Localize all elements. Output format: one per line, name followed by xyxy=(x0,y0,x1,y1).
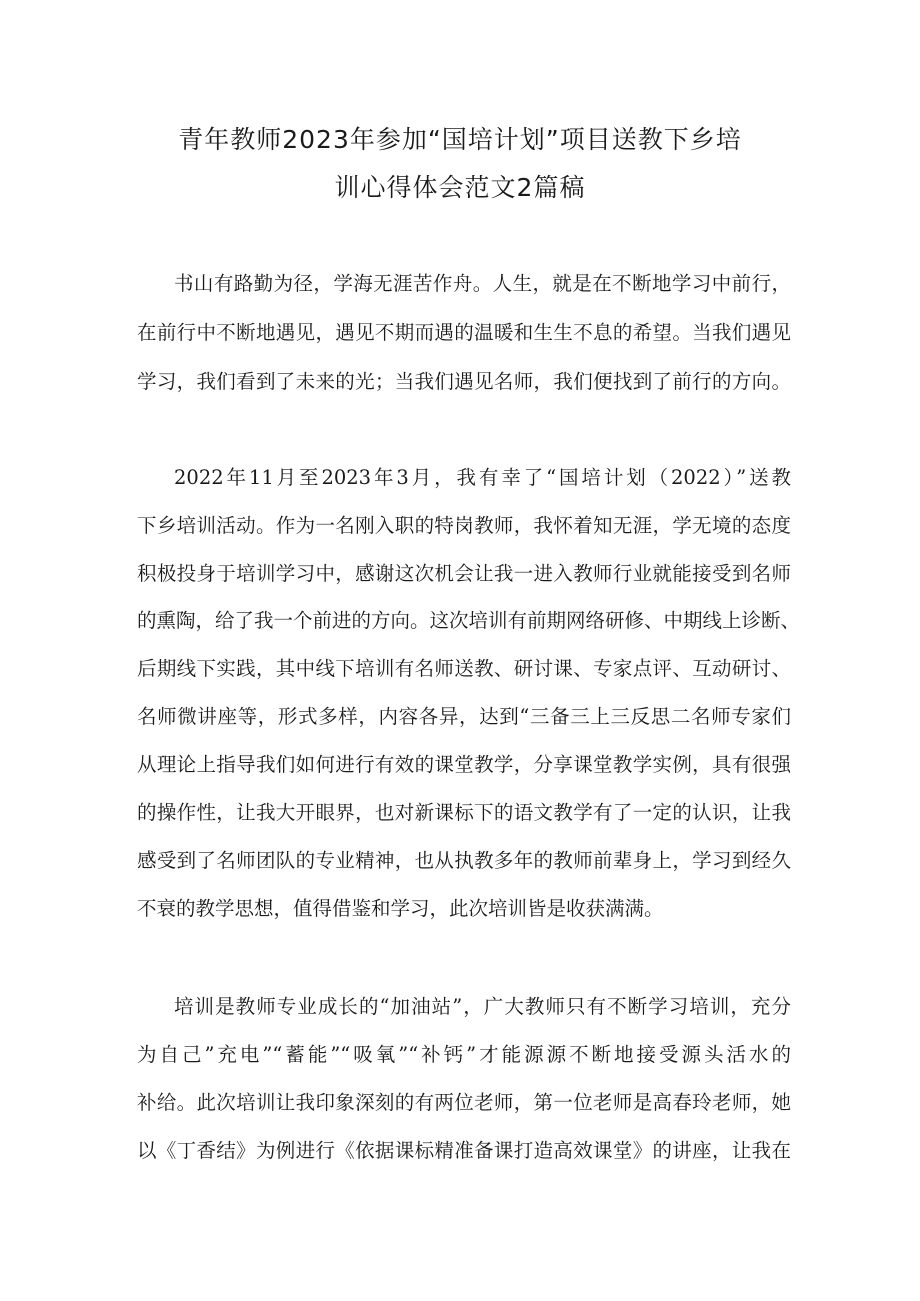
paragraph-3-line-4: 以《丁香结》为例进行《依据课标精准备课打造高效课堂》的讲座，让我在 xyxy=(137,1139,791,1162)
paragraph-2-line-9: 感受到了名师团队的专业精神，也从执教多年的教师前辈身上，学习到经久 xyxy=(137,849,791,872)
paragraph-2-line-2: 下乡培训活动。作为一名刚入职的特岗教师，我怀着知无涯，学无境的态度 xyxy=(137,514,791,537)
paragraph-2-line-4: 的熏陶，给了我一个前进的方向。这次培训有前期网络研修、中期线上诊断、 xyxy=(137,609,801,632)
paragraph-1-line-2: 在前行中不断地遇见，遇见不期而遇的温暖和生生不息的希望。当我们遇见 xyxy=(137,321,791,344)
paragraph-2-line-8: 的操作性，让我大开眼界，也对新课标下的语文教学有了一定的认识，让我 xyxy=(137,801,791,824)
paragraph-3-line-2: 为自己”充电”“蓄能”“吸氧”“补钙”才能源源不断地接受源头活水的 xyxy=(137,1043,791,1066)
paragraph-2-line-3: 积极投身于培训学习中，感谢这次机会让我一进入教师行业就能接受到名师 xyxy=(137,562,791,585)
paragraph-2-line-1: 2022年11月至2023年3月，我有幸了“国培计划（2022）”送教 xyxy=(174,466,791,489)
document-title-line-2: 训心得体会范文2篇稿 xyxy=(334,173,586,202)
document-title-line-1: 青年教师2023年参加“国培计划”项目送教下乡培 xyxy=(178,125,742,154)
paragraph-3-line-1: 培训是教师专业成长的“加油站”，广大教师只有不断学习培训，充分 xyxy=(174,995,791,1018)
paragraph-2-line-10: 不衰的教学思想，值得借鉴和学习，此次培训皆是收获满满。 xyxy=(137,897,664,920)
paragraph-1-line-3: 学习，我们看到了未来的光；当我们遇见名师，我们便找到了前行的方向。 xyxy=(137,370,791,393)
paragraph-1-line-1: 书山有路勤为径，学海无涯苦作舟。人生，就是在不断地学习中前行， xyxy=(174,272,791,295)
paragraph-2-line-6: 名师微讲座等，形式多样，内容各异，达到“三备三上三反思二名师专家们 xyxy=(137,705,791,728)
paragraph-3-line-3: 补给。此次培训让我印象深刻的有两位老师，第一位老师是高春玲老师，她 xyxy=(137,1091,791,1114)
paragraph-2-line-7: 从理论上指导我们如何进行有效的课堂教学，分享课堂教学实例，具有很强 xyxy=(137,753,791,776)
paragraph-2-line-5: 后期线下实践，其中线下培训有名师送教、研讨课、专家点评、互动研讨、 xyxy=(137,657,791,680)
